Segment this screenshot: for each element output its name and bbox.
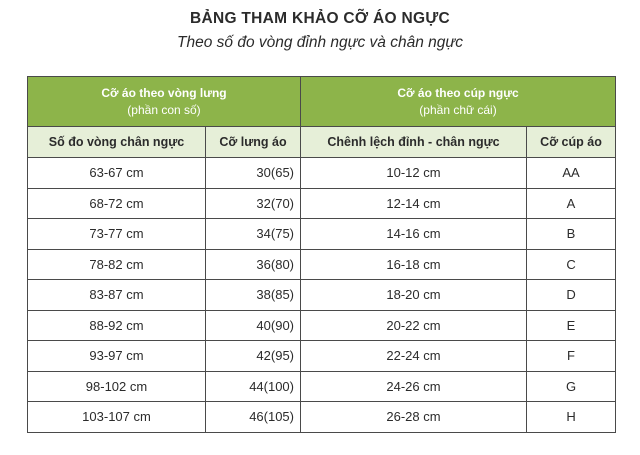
group-header-cup-title: Cỡ áo theo cúp ngực [397,85,519,100]
band-size-cell: 30(65) [206,158,301,189]
column-header-band-size: Cỡ lưng áo [206,127,301,158]
band-size-cell: 40(90) [206,310,301,341]
underbust-cell: 63-67 cm [28,158,206,189]
group-header-back-size [28,77,301,127]
band-size-cell: 44(100) [206,371,301,402]
cup-size-cell: H [527,402,616,433]
page-subtitle: Theo số đo vòng đỉnh ngực và chân ngực [177,34,463,51]
cup-size-cell: B [527,219,616,250]
cup-size-cell: D [527,280,616,311]
table-row [28,280,616,311]
difference-cell: 24-26 cm [301,371,527,402]
table-row [28,188,616,219]
underbust-cell: 83-87 cm [28,280,206,311]
group-header-back-note: (phần con số) [127,102,201,117]
difference-cell: 20-22 cm [301,310,527,341]
underbust-cell: 78-82 cm [28,249,206,280]
underbust-cell: 68-72 cm [28,188,206,219]
underbust-cell: 103-107 cm [28,402,206,433]
difference-cell: 10-12 cm [301,158,527,189]
underbust-cell: 73-77 cm [28,219,206,250]
column-header-underbust: Số đo vòng chân ngực [28,127,206,158]
difference-cell: 12-14 cm [301,188,527,219]
table-row [28,402,616,433]
table-row [28,371,616,402]
cup-size-cell: AA [527,158,616,189]
underbust-cell: 98-102 cm [28,371,206,402]
cup-size-cell: E [527,310,616,341]
band-size-cell: 42(95) [206,341,301,372]
size-table [27,76,616,433]
cup-size-cell: A [527,188,616,219]
band-size-cell: 36(80) [206,249,301,280]
cup-size-cell: G [527,371,616,402]
underbust-cell: 88-92 cm [28,310,206,341]
group-header-cup-size [301,77,616,127]
band-size-cell: 32(70) [206,188,301,219]
difference-cell: 14-16 cm [301,219,527,250]
difference-cell: 26-28 cm [301,402,527,433]
page-title: BẢNG THAM KHẢO CỠ ÁO NGỰC [189,10,451,27]
difference-cell: 18-20 cm [301,280,527,311]
group-header-back-title: Cỡ áo theo vòng lưng [101,85,227,100]
table-row [28,219,616,250]
cup-size-cell: F [527,341,616,372]
table-row [28,310,616,341]
column-header-cup-size: Cỡ cúp áo [527,127,616,158]
band-size-cell: 38(85) [206,280,301,311]
column-header-difference: Chênh lệch đỉnh - chân ngực [301,127,527,158]
difference-cell: 22-24 cm [301,341,527,372]
cup-size-cell: C [527,249,616,280]
group-header-cup-note: (phần chữ cái) [419,102,497,117]
table-row [28,158,616,189]
difference-cell: 16-18 cm [301,249,527,280]
underbust-cell: 93-97 cm [28,341,206,372]
band-size-cell: 34(75) [206,219,301,250]
table-row [28,249,616,280]
table-row [28,341,616,372]
band-size-cell: 46(105) [206,402,301,433]
